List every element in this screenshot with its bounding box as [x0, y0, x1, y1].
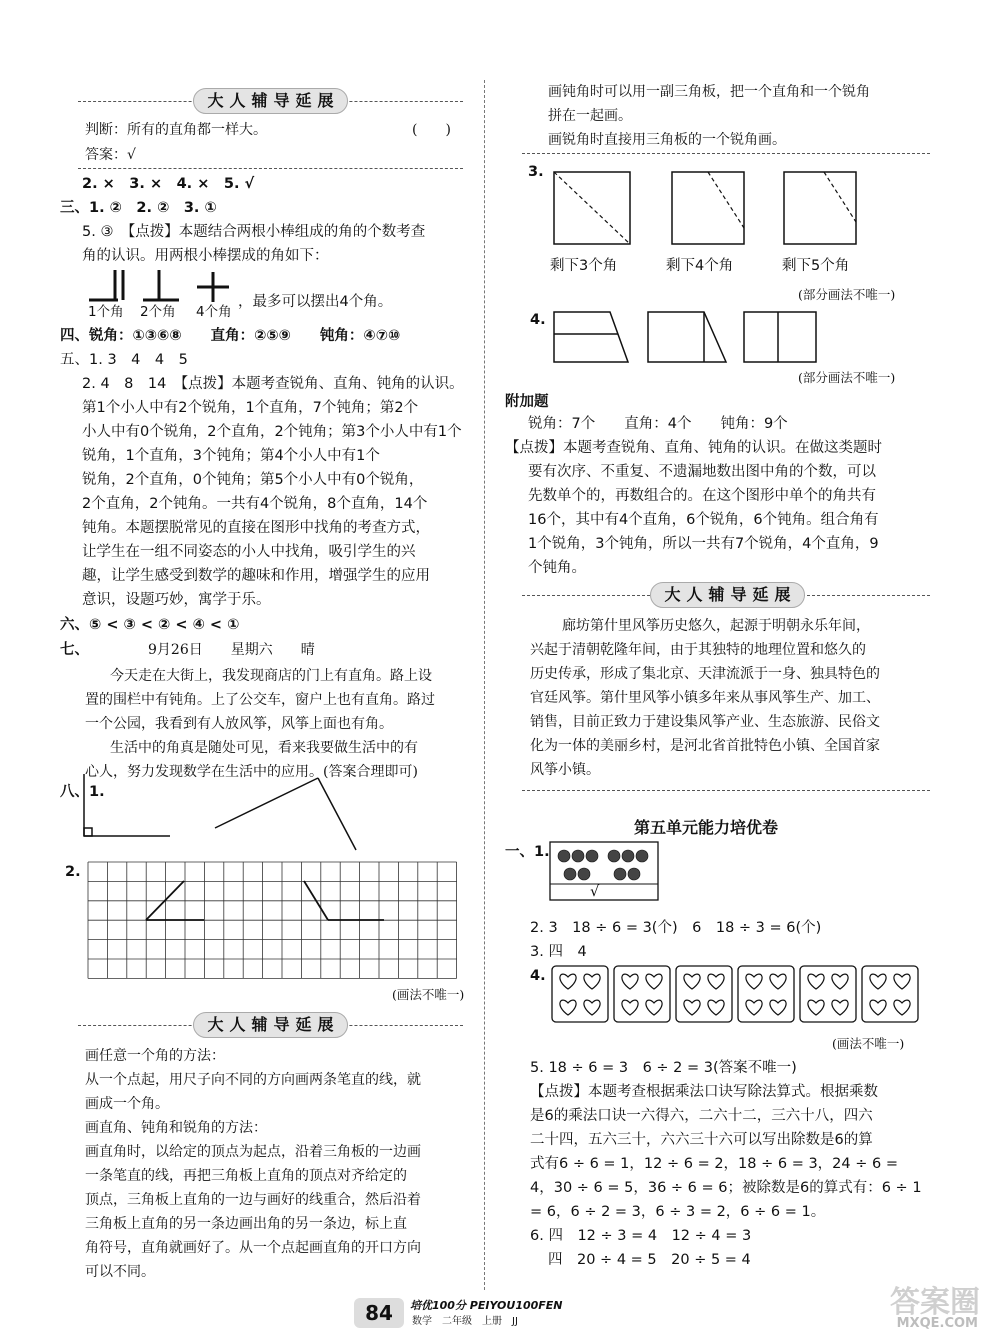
note-part-not-unique: (部分画法不唯一)	[798, 370, 896, 385]
heart-icon	[870, 1000, 886, 1015]
heart-icon	[746, 1000, 762, 1015]
q3-label: 3.	[528, 164, 544, 180]
kite-line: 销售，目前正致力于建设集风筝产业、生态旅游、民俗文	[530, 714, 880, 730]
section-ba-2: 2.	[65, 864, 81, 880]
diary-line: 心人，努力发现数学在生活中的应用。(答案合理即可)	[85, 764, 418, 780]
heart-group-box	[738, 966, 794, 1022]
diary-line: 一个公园，我看到有人放风筝，风筝上面也有角。	[85, 716, 393, 732]
diary-line: 今天走在大街上，我发现商店的门上有直角。路上设	[110, 668, 432, 684]
yi-5-text-line: 【点拨】本题考查根据乘法口诀写除法算式。根据乘数	[530, 1084, 878, 1100]
banner-end-rule	[78, 168, 463, 169]
answers-2-5: 2. × 3. × 4. × 5. √	[82, 176, 255, 192]
page-number: 84	[354, 1298, 404, 1328]
kite-line: 风筝小镇。	[530, 762, 600, 778]
q3-label-5-angles: 剩下5个角	[782, 258, 850, 274]
heart-icon	[684, 1000, 700, 1015]
heart-groups-figure	[548, 964, 932, 1026]
fujia-text-line: 要有次序、不重复、不遗漏地数出图中角的个数，可以	[528, 464, 876, 480]
fujia-text-line: 16个，其中有4个直角，6个锐角，6个钝角。组合角有	[528, 512, 879, 528]
method-line: 顶点，三角板上直角的一边与画好的线重合，然后沿着	[85, 1192, 421, 1208]
heart-icon	[684, 974, 700, 989]
yi-4-label: 4.	[530, 968, 546, 984]
method-line: 可以不同。	[85, 1264, 155, 1280]
kite-line: 兴起于清朝乾隆年间，由于其独特的地理位置和悠久的	[530, 642, 866, 658]
ba-1-angles-figure	[80, 770, 370, 855]
heart-icon	[584, 1000, 600, 1015]
banner-title: 大人辅导延展	[193, 88, 348, 114]
yi-5-text-line: 是6的乘法口诀一六得六，二六十二，三六十八，四六	[530, 1108, 873, 1124]
section-liu: 六、⑤ < ③ < ② < ④ < ①	[60, 617, 240, 633]
heart-icon	[894, 1000, 910, 1015]
watermark-logo: 答案圈	[890, 1285, 980, 1320]
yi-6-answer-b: 四 20 ÷ 4 = 5 20 ÷ 5 = 4	[548, 1252, 751, 1268]
watermark-url: MXQE.COM	[896, 1316, 978, 1331]
heart-icon	[622, 1000, 638, 1015]
san-5-line-a: 5. ③ 【点拨】本题结合两根小棒组成的角的个数考查	[82, 224, 426, 240]
right-top-line: 拼在一起画。	[548, 108, 632, 124]
q3-cut-squares-figure	[548, 168, 868, 248]
wu-2-line: 趣，让学生感受到数学的趣味和作用，增强学生的应用	[82, 568, 430, 584]
section-wu-1: 五、1. 3 4 4 5	[60, 352, 188, 368]
yi-5-answer: 5. 18 ÷ 6 = 3 6 ÷ 2 = 3(答案不唯一)	[530, 1060, 797, 1076]
strawberry-check: √	[590, 884, 600, 900]
footer-sub: 数学 二年级 上册 JJ	[412, 1316, 518, 1327]
heart-group-box	[862, 966, 918, 1022]
wu-2-line: 意识，设题巧妙，寓学于乐。	[82, 592, 271, 608]
heart-icon	[770, 974, 786, 989]
wu-2-line: 小人中有0个锐角，2个直角，2个钝角；第3个小人中有1个	[82, 424, 462, 440]
fujia-text-line: 个钝角。	[528, 560, 586, 576]
judge-paren: ( )	[412, 122, 451, 138]
yi-6-answer-a: 6. 四 12 ÷ 3 = 4 12 ÷ 4 = 3	[530, 1228, 752, 1244]
heart-icon	[708, 974, 724, 989]
wu-2-line: 让学生在一组不同姿态的小人中找角，吸引学生的兴	[82, 544, 416, 560]
heart-group-box	[676, 966, 732, 1022]
heart-icon	[808, 974, 824, 989]
heart-icon	[746, 974, 762, 989]
heart-icon	[646, 1000, 662, 1015]
san-5-line-b: 角的认识。用两根小棒摆成的角如下：	[82, 248, 329, 264]
wu-2-line: 锐角，2个直角，0个钝角；第5个小人中有0个锐角，	[82, 472, 424, 488]
heart-group-box	[614, 966, 670, 1022]
note-draw-not-unique: (画法不唯一)	[832, 1036, 905, 1051]
method-line: 角符号，直角就画好了。从一个点起画直角的开口方向	[85, 1240, 421, 1256]
kite-line: 官廷风筝。第什里风筝小镇多年来从事风筝生产、加工、	[530, 690, 880, 706]
heart-icon	[560, 974, 576, 989]
heart-icon	[708, 1000, 724, 1015]
note-draw-not-unique: (画法不唯一)	[392, 987, 465, 1002]
section-ba-1: 八、1.	[60, 784, 105, 800]
fujia-text-line: 【点拨】本题考查锐角、直角、钝角的认识。在做这类题时	[505, 440, 882, 456]
right-top-line: 画锐角时直接用三角板的一个锐角画。	[548, 132, 786, 148]
section-fujia: 附加题	[505, 394, 549, 410]
heart-icon	[870, 974, 886, 989]
diary-line: 置的围栏中有钝角。上了公交车，窗户上也有直角。路过	[85, 692, 435, 708]
kite-line: 化为一体的美丽乡村，是河北省首批特色小镇、全国首家	[530, 738, 880, 754]
fujia-text-line: 1个锐角，3个钝角，所以一共有7个锐角，4个直角，9	[528, 536, 879, 552]
angle-label-4: 4个角	[196, 304, 232, 320]
angle-label-1: 1个角	[88, 304, 124, 320]
heart-icon	[646, 974, 662, 989]
yi-5-text-line: 式有6 ÷ 6 = 1，12 ÷ 6 = 2，18 ÷ 6 = 3，24 ÷ 6 =	[530, 1156, 898, 1172]
heart-icon	[560, 1000, 576, 1015]
method-line: 画任意一个角的方法：	[85, 1048, 225, 1064]
banner-title: 大人辅导延展	[193, 1012, 348, 1038]
wu-2-line: 第1个小人中有2个锐角，1个直角，7个钝角；第2个	[82, 400, 419, 416]
heart-icon	[808, 1000, 824, 1015]
section-san-1-3: 三、1. ② 2. ② 3. ①	[60, 200, 217, 216]
q3-label-3-angles: 剩下3个角	[550, 258, 618, 274]
heart-icon	[584, 974, 600, 989]
heart-icon	[622, 974, 638, 989]
heart-icon	[832, 1000, 848, 1015]
method-line: 画直角、钝角和锐角的方法：	[85, 1120, 267, 1136]
method-line: 画成一个角。	[85, 1096, 169, 1112]
banner-title: 大人辅导延展	[650, 582, 805, 608]
q4-label: 4.	[530, 312, 546, 328]
q4-shapes-figure	[548, 308, 868, 366]
column-divider	[484, 80, 485, 1290]
banner-adult-guide-3	[522, 582, 930, 608]
banner-end-rule	[522, 790, 930, 791]
diary-date: 9月26日 星期六 晴	[148, 642, 315, 658]
yi-2-answer: 2. 3 18 ÷ 6 = 3(个) 6 18 ÷ 3 = 6(个)	[530, 920, 822, 936]
fujia-text-line: 先数单个的，再数组合的。在这个图形中单个的角共有	[528, 488, 876, 504]
wu-2-line: 锐角，1个直角，3个钝角；第4个小人中有1个	[82, 448, 380, 464]
wu-2-line: 2. 4 8 14 【点拨】本题考查锐角、直角、钝角的认识。	[82, 376, 464, 392]
method-line: 画直角时，以给定的顶点为起点，沿着三角板的一边画	[85, 1144, 421, 1160]
yi-1-label: 一、1.	[505, 844, 550, 860]
angle-label-2: 2个角	[140, 304, 176, 320]
ba-2-grid-figure	[84, 858, 460, 978]
section-qi-label: 七、	[60, 642, 89, 658]
method-line: 一条笔直的线，再把三角板上直角的顶点对齐给定的	[85, 1168, 407, 1184]
wu-2-line: 钝角。本题摆脱常见的直接在图形中找角的考查方式，	[82, 520, 430, 536]
stick-angles-figure	[85, 266, 245, 306]
kite-line: 廊坊第什里风筝历史悠久，起源于明朝永乐年间，	[562, 618, 870, 634]
right-top-line: 画钝角时可以用一副三角板，把一个直角和一个锐角	[548, 84, 870, 100]
q3-label-4-angles: 剩下4个角	[666, 258, 734, 274]
section-si: 四、锐角：①③⑥⑧ 直角：②⑤⑨ 钝角：④⑦⑩	[60, 328, 401, 344]
judge-answer: 答案：√	[85, 147, 136, 163]
banner-adult-guide-1	[78, 88, 463, 114]
kite-line: 历史传承，形成了集北京、天津流派于一身、独具特色的	[530, 666, 880, 682]
angles-tail: ，最多可以摆出4个角。	[238, 294, 393, 310]
banner-end-rule	[522, 153, 930, 154]
method-line: 从一个点起，用尺子向不同的方向画两条笔直的线，就	[85, 1072, 421, 1088]
diary-line: 生活中的角真是随处可见，看来我要做生活中的有	[110, 740, 418, 756]
wu-2-line: 2个直角，2个钝角。一共有4个锐角，8个直角，14个	[82, 496, 428, 512]
yi-5-text-line: 二十四，五六三十，六六三十六可以写出除数是6的算	[530, 1132, 873, 1148]
note-part-not-unique: (部分画法不唯一)	[798, 287, 896, 302]
heart-group-box	[552, 966, 608, 1022]
footer-brand: 培优100分 PEIYOU100FEN	[410, 1299, 563, 1312]
yi-5-text-line: = 6，6 ÷ 2 = 3，6 ÷ 3 = 2，6 ÷ 6 = 1。	[530, 1204, 826, 1220]
heart-group-box	[800, 966, 856, 1022]
unit-title: 第五单元能力培优卷	[634, 818, 779, 837]
yi-5-text-line: 4，30 ÷ 6 = 5，36 ÷ 6 = 6；被除数是6的算式有：6 ÷ 1	[530, 1180, 922, 1196]
heart-icon	[832, 974, 848, 989]
heart-icon	[770, 1000, 786, 1015]
banner-adult-guide-2	[78, 1012, 463, 1038]
judge-question: 判断：所有的直角都一样大。	[85, 122, 267, 138]
strawberry-box-figure	[548, 840, 660, 902]
fujia-answer: 锐角：7个 直角：4个 钝角：9个	[528, 416, 788, 432]
method-line: 三角板上直角的另一条边画出角的另一条边，标上直	[85, 1216, 407, 1232]
yi-3-answer: 3. 四 4	[530, 944, 587, 960]
heart-icon	[894, 974, 910, 989]
